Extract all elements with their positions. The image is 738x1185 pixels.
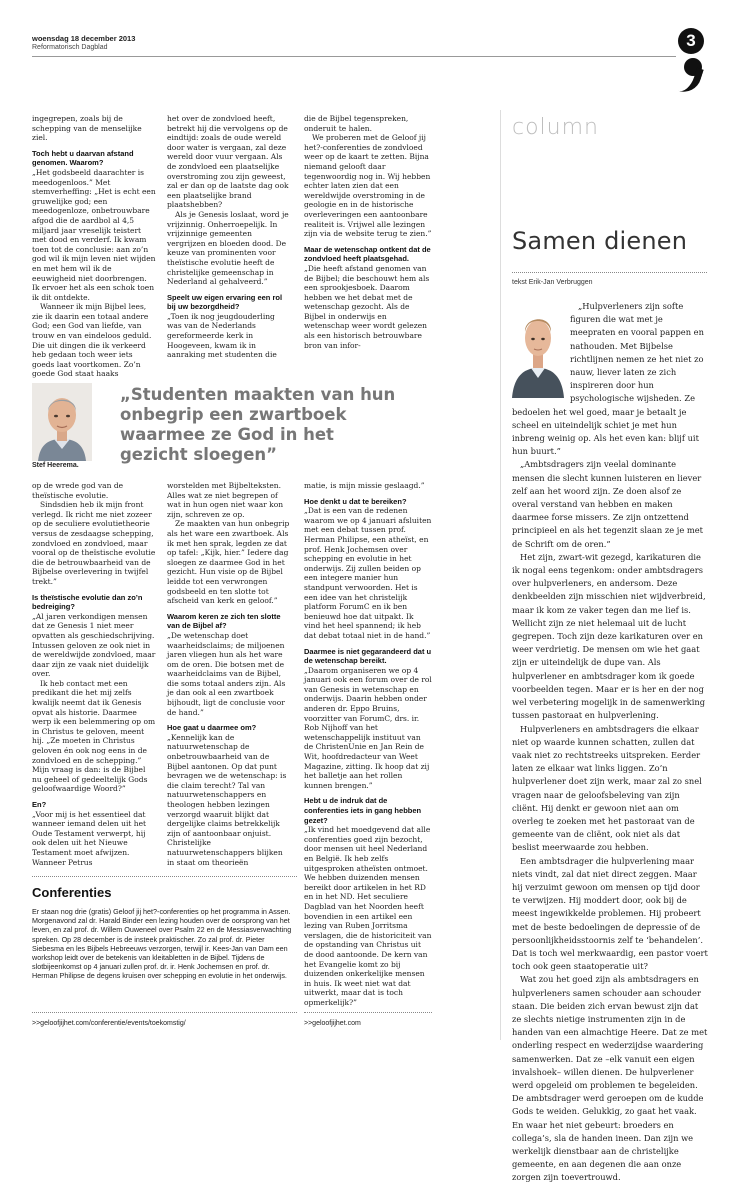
comma-logo-tail: [676, 64, 704, 97]
conferences-body: Er staan nog drie (gratis) Geloof jij het?-conferenties op het programma in Assen. Morgenavond zal dr. Harald Binder een lezing houden over de oorsprong van het leven, en zal prof. dr. Willem Ouweneel over Psalm 22 en de Messiasverwachting spreken. Op 28 december is de insteek praktischer. Zo zal prof. dr. Pieter Siebesma en les Bijbels Hebreeuws verzorgen, terwijl ir. Kees-Jan van Dam een workshop leidt over de betekenis van kleitabletten in de Bijbel. Tijdens de slotbijeenkomst op 4 januari zullen prof. dr. ir. Henk Jochemsen en prof. dr. Herman Philipse de degens kruisen over schepping en evolutie in het onderwijs.: [32, 907, 292, 981]
question-heading: Hebt u de indruk dat de conferenties iets in gang hebben gezet?: [304, 796, 422, 825]
article-column-6: [304, 481, 432, 1007]
article-paragraph: „Het godsbeeld daarachter is meedogenloos.” Met stemverheffing: „Het is echt een gruwelijke god; een meedogenloze, onbetrouwbare afgod die de aardbol al 4,5 miljard jaar vreselijk teistert met dood en verderf. Ik kwam toen tot de conclusie: aan zo’n god wil ik mijn leven niet wijden en met hem wil ik de eeuwigheid niet doorbrengen. Ik ervoer het als een schok toen ik dit ontdekte.: [32, 167, 156, 302]
column-paragraph: Het zijn, zwart-wit gezegd, karikaturen die ik nogal eens tegenkom: onder ambtsdragers over hulpverleners, en andersom. Deze denkbeelden zijn misschien niet wijdverbreid, maar ik kom ze vaker tegen dan me lief is. Wellicht zijn ze niet helemaal uit de lucht gegrepen. Toch zijn deze karikaturen over en weer verdrietig. De mensen om wie het gaat zijn er uiteindelijk de dupe van. Als hulpverlener en ambtsdrager kom ik goede voorbeelden tegen. Maar er is her en der nog wel verbetering mogelijk in de samenwerking tussen pastoraat en hulpverlening.: [512, 551, 706, 721]
question-heading: Toch hebt u daarvan afstand genomen. Waarom?: [32, 148, 134, 168]
column-title-rule: [512, 272, 707, 273]
article-end-rule: [304, 1012, 432, 1013]
column-paragraph: Een ambtsdrager die hulpverlening maar niets vindt, zal dat niet direct zeggen. Maar hij verzuimt gewoon om mensen op tijd door te verwijzen. Hij moddert door, ook bij de meest ingewikkelde problemen. Hij probeert met de beste bedoelingen de depressie of de persoonlijkheidsstoornis zelf te ‘behandelen’. Dat is toch wel merkwaardig, een pastor voert toch ook geen staatoperatie uit?: [512, 855, 708, 972]
article-column-4: [32, 481, 156, 867]
page-number: 3: [678, 28, 704, 54]
column-paragraph: „Ambtsdragers zijn veelal dominante mensen die slecht kunnen luisteren en liever zelf aan het woord zijn. Ze doen alsof ze overal verstand van hebben en maken daarmee forse missers. Ze zijn ontzettend principieel en als het tegenzit slaan ze je met de Schrift om de oren.”: [512, 459, 704, 549]
article-column-2: [167, 114, 291, 360]
article-paragraph: „Ik vind het moedgevend dat alle conferenties goed zijn bezocht, door mensen uit heel Nederland en België. Ik heb zelfs uitgesproken atheïsten ontmoet. We hebben duizenden mensen bereikt door artikelen in het RD en in het ND. Het seculiere Dagblad van het Noorden heeft bovendien in een artikel een lezing van Ruben Jorritsma verslagen, die de historiciteit van de opstanding van Christus uit de dood aantoonde. De kern van het Evangelie komt zo bij duizenden onkerkelijke mensen in huis. Ik weet niet wat dat uitwerkt, maar dat is toch opmerkelijk?”: [304, 825, 432, 1007]
article-paragraph: op de wrede god van de theïstische evolutie.: [32, 481, 124, 500]
issue-date: woensdag 18 december 2013: [32, 34, 136, 43]
article-paragraph: worstelden met Bijbelteksten. Alles wat ze niet begrepen of wat in hun ogen niet waar kon zijn, schreven ze op.: [167, 481, 284, 519]
article-paragraph: die de Bijbel tegenspreken, onderuit te halen.: [304, 114, 409, 133]
article-paragraph: het over de zondvloed heeft, betrekt hij die vervolgens op de eindtijd: zoals de oude wereld door water is vergaan, zal deze wereld door vuur vergaan. Als de zondvloed een plaatselijke overstroming zou zijn geweest, zal er dan op de laatste dag ook een plaatselijke brand plaatshebben?: [167, 114, 289, 210]
photo-float-spacer: [512, 300, 570, 404]
column-title: Samen dienen: [512, 227, 688, 255]
article-paragraph: „Die heeft afstand genomen van de Bijbel; die beschouwt hem als een sprookjesboek. Daarom hebben we het debat met de wetenschap gezocht. Als de Bijbel in onderwijs en wetenschap weer wordt gelezen als een historisch betrouwbare bron van infor-: [304, 263, 430, 350]
conferences-bottom-rule: [32, 1012, 297, 1013]
question-heading: Speelt uw eigen ervaring een rol bij uw bezorgdheid?: [167, 292, 283, 312]
question-heading: Is theïstische evolutie dan zo’n bedreiging?: [32, 592, 143, 612]
article-paragraph: „Toen ik nog jeugdouderling was van de Nederlands gereformeerde kerk in Hoogeveen, kwam ik in aanraking met studenten die: [167, 311, 277, 360]
article-paragraph: „Daarom organiseren we op 4 januari ook een forum over de rol van Genesis in wetenschap en onderwijs. Daarin hebben onder anderen dr. Eppo Bruins, voorzitter van ForumC, drs. ir. Rob Nijhoff van het wetenschappelijk instituut van de ChristenUnie en Jan Rein de Wit, hoofdredacteur van Weet Magazine, zitting. Ik hoop dat zij het balletje aan het rollen kunnen brengen.”: [304, 665, 432, 790]
question-heading: En?: [32, 800, 47, 809]
column-divider: [500, 110, 501, 1040]
photo-caption: Stef Heerema.: [32, 462, 79, 469]
website-link[interactable]: >>geloofjijhet.com: [304, 1020, 361, 1027]
article-paragraph: Als je Genesis loslaat, word je vrijzinnig. Onherroepelijk. In vrijzinnige gemeenten vergrijzen en bloeden dood. De keuze van prominenten voor theïstische evolutie heeft de christelijke gemeenschap in Nederland al gehalveerd.”: [167, 209, 289, 287]
author-photo: [32, 383, 92, 461]
article-column-3: [304, 114, 432, 350]
article-paragraph: „Kennelijk kan de natuurwetenschap de onbetrouwbaarheid van de Bijbel aantonen. Op dat punt bevragen we de wetenschap: is die claim terecht? Tal van natuurwetenschappers en theologen hebben lezingen verzorgd waaruit blijkt dat dergelijke claims betrekkelijk zijn of aantoonbaar onjuist. Christelijke natuurwetenschappers blijken in staat om theorieën: [167, 732, 287, 867]
article-paragraph: Wanneer ik mijn Bijbel lees, zie ik daarin een totaal andere God; een God van liefde, van trouw en van eindeloos geduld. Die uit dingen die ik verkeerd heb gedaan toch weer iets goeds laat voortkomen. Zo’n goede God staat haaks: [32, 302, 152, 379]
column-label: column: [512, 115, 599, 140]
conferences-title: Conferenties: [32, 885, 112, 900]
article-paragraph: We proberen met de Geloof jij het?-conferenties de zondvloed weer op de kaart te zetten. Bijna niemand gelooft daar tegenwoordig nog in. Wij hebben echter laten zien dat een wereldwijde overstroming in de geologie en in de historische overleveringen een aantoonbare realiteit is. Vrijwel alle lezingen zijn via de website terug te zien.”: [304, 133, 432, 239]
article-paragraph: „Al jaren verkondigen mensen dat ze Genesis 1 niet meer opvatten als geschiedschrijving. Intussen geloven ze ook niet in de wereldwijde zondvloed, maar daar zijn ze vaak niet duidelijk over.: [32, 611, 156, 679]
article-column-5: [167, 481, 291, 867]
article-column-1: [32, 114, 156, 379]
question-heading: Daarmee is niet gegarandeerd dat u de wetenschap bereikt.: [304, 646, 432, 666]
article-paragraph: Sindsdien heb ik mijn front verlegd. Ik richt me niet zozeer op de seculiere evolutietheorie versus de zesdaagse schepping, zondvloed en zondvloed, maar vooral op de theïstische evolutie die de betrouwbaarheid van de Bijbelse overlevering in twijfel trekt.”: [32, 500, 156, 586]
column-paragraph: Wat zou het goed zijn als ambtsdragers en hulpverleners samen schouder aan schouder staan. Die beiden zich ervan bewust zijn dat ze slechts nietige instrumenten zijn in de handen van een almachtige Heere. Dat ze met onderling respect en wederzijdse waardering samenwerken. Dat ze –elk vanuit een eigen invalshoek– willen dienen. De hulpverlener werd opgeleid om problemen te begeleiden. De ambtsdrager werd geroepen om de kudde Gods te weiden. Gelukkig, zo gaat het vaak. En waar het niet gebeurt: broeders en collega’s, sla de handen ineen. Dan zijn we werkelijk dienstbaar aan de christelijke gemeente, en aan degenen die aan onze zorgen zijn toevertrouwd.: [512, 974, 708, 1183]
column-paragraph: Hulpverleners en ambtsdragers die elkaar niet op waarde kunnen schatten, zullen dat vaak niet zo rechtstreeks uitspreken. Eerder laten ze elkaar wat links liggen. Zo’n hulpverlener doet zijn werk, maar zal zo snel vragen naar de geloofsbeleving van zijn cliënt. Hij denkt er gewoon niet aan om overleg te zoeken met het pastoraat van de gemeente van de cliënt, ook niet als dat beslist meerwaarde zou hebben.: [512, 723, 702, 853]
question-heading: Maar de wetenschap ontkent dat de zondvloed heeft plaatsgehad.: [304, 244, 431, 264]
article-paragraph: Ze maakten van hun onbegrip als het ware een zwartboek. Als ik met hen sprak, legden ze dat op tafel: „Kijk, hier.” Iedere dag sloegen ze daarmee God in het gezicht. Hun visie op de Bijbel leidde tot een verwrongen godsbeeld en ten slotte tot afscheid van kerk en geloof.”: [167, 519, 290, 606]
newspaper-name: Reformatorisch Dagblad: [32, 44, 108, 51]
article-paragraph: „Dat is een van de redenen waarom we op 4 januari afsluiten met een debat tussen prof. Herman Philipse, een atheïst, en prof. Henk Jochemsen over schepping en evolutie in het onderwijs. Zij zullen beiden op een integere manier hun standpunt verwoorden. Het is een idee van het christelijk platform ForumC en ik ben benieuwd hoe dat uitpakt. Ik vind het heel spannend; ik heb dat debat totaal niet in de hand.”: [304, 506, 432, 640]
article-paragraph: „De wetenschap doet waarheidsclaims; de miljoenen jaren vliegen hun als het ware om de oren. Die botsen met de waarheidclaims van de Bijbel, die soms totaal anders zijn. Als je dan ook al een zwartboek bijhoudt, ligt de conclusie voor de hand.”: [167, 630, 286, 717]
question-heading: Hoe gaat u daarmee om?: [167, 723, 257, 733]
pull-quote: „Studenten maakten van hun onbegrip een zwartboek waarmee ze God in het gezicht sloegen”: [120, 385, 396, 464]
header-rule: [32, 56, 676, 57]
article-paragraph: „Voor mij is het essentieel dat wanneer iemand delen uit het Oude Testament verwerpt, hij ook delen uit het Nieuwe Testament moet afwijzen. Wanneer Petrus: [32, 809, 147, 867]
conferences-link[interactable]: >>geloofjijhet.com/conferentie/events/toekomstig/: [32, 1020, 186, 1027]
article-paragraph: ingegrepen, zoals bij de schepping van de menselijke ziel.: [32, 114, 142, 143]
question-heading: Hoe denkt u dat te bereiken?: [304, 496, 407, 506]
column-paragraph: „Hulpverleners zijn softe figuren die wat met je meepraten en vooral pappen en nathouden. Met Bijbelse richtlijnen nemen ze het niet zo nauw, liever laten ze zich inspireren door hun psychologische wijsheden. Ze bedoelen het wel goed, maar je betaalt je scheel en uiteindelijk schiet je met hun inbreng weinig op. Als het even kan: blijf uit hun buurt.”: [512, 301, 704, 457]
article-paragraph: Ik heb contact met een predikant die het mij zelfs kwalijk neemt dat ik Genesis opvat als historie. Daarmee werp ik een belemmering op om in Christus te geloven, meent hij. „Ze moeten in Christus geloven én ook nog eens in de zondvloed en de schepping.” Mijn vraag is dan: is de Bijbel nu geheel of gedeeltelijk Gods geloofwaardige Woord?”: [32, 678, 156, 794]
column-byline: tekst Erik-Jan Verbruggen: [512, 279, 593, 286]
author-photo-illustration: [32, 383, 92, 461]
conferences-top-rule: [32, 876, 297, 877]
article-paragraph: matie, is mijn missie geslaagd.”: [304, 481, 425, 490]
question-heading: Waarom keren ze zich ten slotte van de Bijbel af?: [167, 611, 281, 631]
column-body: [512, 300, 708, 1185]
